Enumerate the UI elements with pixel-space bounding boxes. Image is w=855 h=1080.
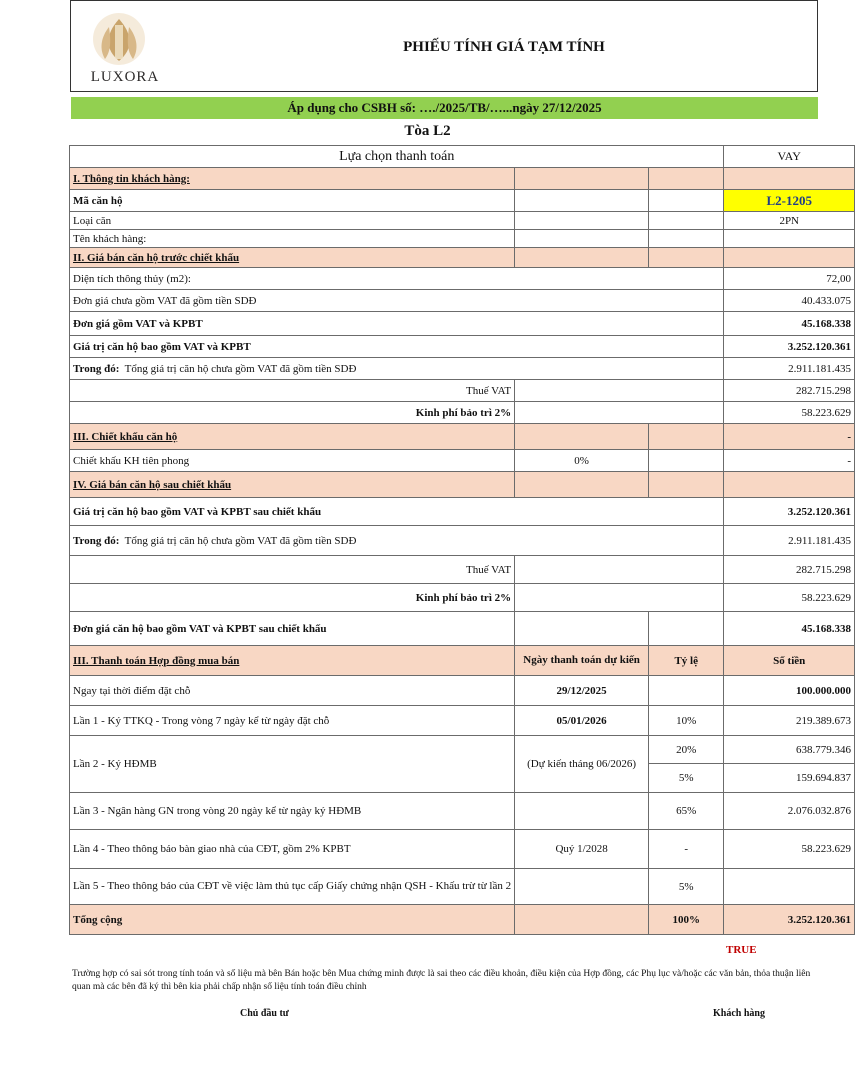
apt-type-label: Loại căn [70, 212, 515, 230]
apt-code-value: L2-1205 [724, 190, 855, 212]
section-title: IV. Giá bán căn hộ sau chiết khấu [70, 472, 515, 498]
section-title: III. Chiết khấu căn hộ [70, 424, 515, 450]
payment-amount-2: 159.694.837 [724, 764, 855, 793]
logo-emblem-icon [79, 11, 159, 71]
payment-label: Lần 3 - Ngân hàng GN trong vòng 20 ngày kể từ ngày ký HĐMB [70, 793, 515, 830]
of-which-text: Tổng giá trị căn hộ chưa gồm VAT đã gồm tiền SDĐ [124, 362, 357, 375]
grand-total-row [70, 905, 855, 935]
investor-signature-label: Chủ đầu tư [240, 1008, 289, 1019]
payment-percent: 20% [649, 736, 724, 764]
payment-percent [649, 676, 724, 706]
maintenance-label: Kinh phí bảo trì 2% [70, 402, 515, 424]
unit-price-vat-value: 45.168.338 [724, 312, 855, 336]
table-row [70, 358, 855, 380]
payment-col-date: Ngày thanh toán dự kiến [515, 646, 649, 676]
table-row [70, 556, 855, 584]
table-row [70, 498, 855, 526]
document-title: PHIẾU TÍNH GIÁ TẠM TÍNH [403, 39, 605, 55]
apply-policy-bar: Áp dụng cho CSBH số: …./2025/TB/…...ngày 27/12/2025 [71, 97, 818, 119]
payment-percent: 65% [649, 793, 724, 830]
grand-total-percent: 100% [649, 905, 724, 935]
payment-section-title: III. Thanh toán Hợp đồng mua bán [70, 646, 515, 676]
table-row [70, 402, 855, 424]
discount-percent: 0% [515, 450, 649, 472]
section-header-row [70, 168, 855, 190]
payment-row [70, 793, 855, 830]
check-value: TRUE [726, 944, 757, 956]
table-row [70, 380, 855, 402]
after-unit-value: 45.168.338 [724, 612, 855, 646]
table-row [70, 312, 855, 336]
section-title: I. Thông tin khách hàng: [70, 168, 515, 190]
section-header-row [70, 472, 855, 498]
after-total-value: 3.252.120.361 [724, 498, 855, 526]
tower-title: Tòa L2 [404, 123, 451, 139]
payment-date: 29/12/2025 [515, 676, 649, 706]
payment-label: Ngay tại thời điểm đặt chỗ [70, 676, 515, 706]
payment-date: Quý 1/2028 [515, 830, 649, 869]
unit-price-vat-label: Đơn giá gồm VAT và KPBT [70, 312, 724, 336]
payment-choice-label: Lựa chọn thanh toán [70, 146, 724, 168]
payment-row [70, 830, 855, 869]
area-value: 72,00 [724, 268, 855, 290]
unit-price-novat-value: 40.433.075 [724, 290, 855, 312]
table-row [70, 190, 855, 212]
of-which-cell [70, 358, 724, 380]
payment-amount: 2.076.032.876 [724, 793, 855, 830]
of-which-label: Trong đó: [73, 362, 120, 375]
table-row [70, 526, 855, 556]
payment-label: Lần 4 - Theo thông báo bàn giao nhà của CĐT, gồm 2% KPBT [70, 830, 515, 869]
table-row [70, 336, 855, 358]
discount-label: Chiết khấu KH tiên phong [70, 450, 515, 472]
section-value: - [724, 424, 855, 450]
payment-col-amount: Số tiền [724, 646, 855, 676]
payment-label: Lần 5 - Theo thông báo của CĐT về việc làm thủ tục cấp Giấy chứng nhận QSH - Khấu trừ từ lần 2 [70, 869, 515, 905]
maintenance-value: 58.223.629 [724, 402, 855, 424]
discount-value: - [724, 450, 855, 472]
payment-choice-value: VAY [724, 146, 855, 168]
table-row [70, 290, 855, 312]
payment-amount [724, 869, 855, 905]
after-vat-value: 282.715.298 [724, 556, 855, 584]
after-of-which-text: Tổng giá trị căn hộ chưa gồm VAT đã gồm tiền SDĐ [124, 534, 357, 547]
logo-text: LUXORA [90, 69, 160, 85]
table-row [70, 230, 855, 248]
payment-label: Lần 1 - Ký TTKQ - Trong vòng 7 ngày kể từ ngày đặt chỗ [70, 706, 515, 736]
apt-code-label: Mã căn hộ [70, 190, 515, 212]
unit-price-novat-label: Đơn giá chưa gồm VAT đã gồm tiền SDĐ [70, 290, 724, 312]
payment-row [70, 736, 855, 764]
payment-header-row [70, 646, 855, 676]
after-unit-label: Đơn giá căn hộ bao gồm VAT và KPBT sau chiết khấu [70, 612, 515, 646]
payment-percent: 5% [649, 869, 724, 905]
vat-label: Thuế VAT [70, 380, 515, 402]
price-table [69, 145, 855, 935]
table-row [70, 450, 855, 472]
payment-row [70, 676, 855, 706]
table-row [70, 212, 855, 230]
after-maintenance-label: Kinh phí bảo trì 2% [70, 584, 515, 612]
section-header-row [70, 424, 855, 450]
payment-percent: - [649, 830, 724, 869]
table-row [70, 146, 855, 168]
section-header-row [70, 248, 855, 268]
total-value-label: Giá trị căn hộ bao gồm VAT và KPBT [70, 336, 724, 358]
payment-amount: 219.389.673 [724, 706, 855, 736]
payment-date: (Dự kiến tháng 06/2026) [515, 736, 649, 793]
section-title: II. Giá bán căn hộ trước chiết khấu [70, 248, 515, 268]
after-of-which-label: Trong đó: [73, 534, 120, 547]
payment-date [515, 869, 649, 905]
after-total-label: Giá trị căn hộ bao gồm VAT và KPBT sau chiết khấu [70, 498, 724, 526]
payment-col-percent: Tỷ lệ [649, 646, 724, 676]
luxora-logo [79, 11, 159, 89]
payment-date: 05/01/2026 [515, 706, 649, 736]
customer-signature-label: Khách hàng [713, 1008, 765, 1019]
disclaimer-note: Trường hợp có sai sót trong tính toán và số liệu mà bên Bán hoặc bên Mua chứng minh được là sai theo các điều khoản, điều kiện của Hợp đồng, các Phụ lục và/hoặc các văn bản, thỏa thuận liên quan mà các bên đã ký thì bên kia phải chấp nhận số liệu tính toán điều chỉnh [72, 969, 811, 992]
payment-label: Lần 2 - Ký HĐMB [70, 736, 515, 793]
table-row [70, 268, 855, 290]
document-header [70, 0, 818, 92]
payment-row [70, 706, 855, 736]
payment-percent-2: 5% [649, 764, 724, 793]
customer-name-label: Tên khách hàng: [70, 230, 515, 248]
vat-value: 282.715.298 [724, 380, 855, 402]
total-value-value: 3.252.120.361 [724, 336, 855, 358]
payment-amount: 638.779.346 [724, 736, 855, 764]
payment-amount: 100.000.000 [724, 676, 855, 706]
payment-amount: 58.223.629 [724, 830, 855, 869]
apt-type-value: 2PN [724, 212, 855, 230]
after-maintenance-value: 58.223.629 [724, 584, 855, 612]
after-of-which-value: 2.911.181.435 [724, 526, 855, 556]
after-of-which-cell [70, 526, 724, 556]
table-row [70, 612, 855, 646]
payment-row [70, 869, 855, 905]
grand-total-value: 3.252.120.361 [724, 905, 855, 935]
payment-date [515, 793, 649, 830]
grand-total-label: Tổng cộng [70, 905, 515, 935]
payment-percent: 10% [649, 706, 724, 736]
of-which-value: 2.911.181.435 [724, 358, 855, 380]
area-label: Diện tích thông thủy (m2): [70, 268, 724, 290]
after-vat-label: Thuế VAT [70, 556, 515, 584]
table-row [70, 584, 855, 612]
